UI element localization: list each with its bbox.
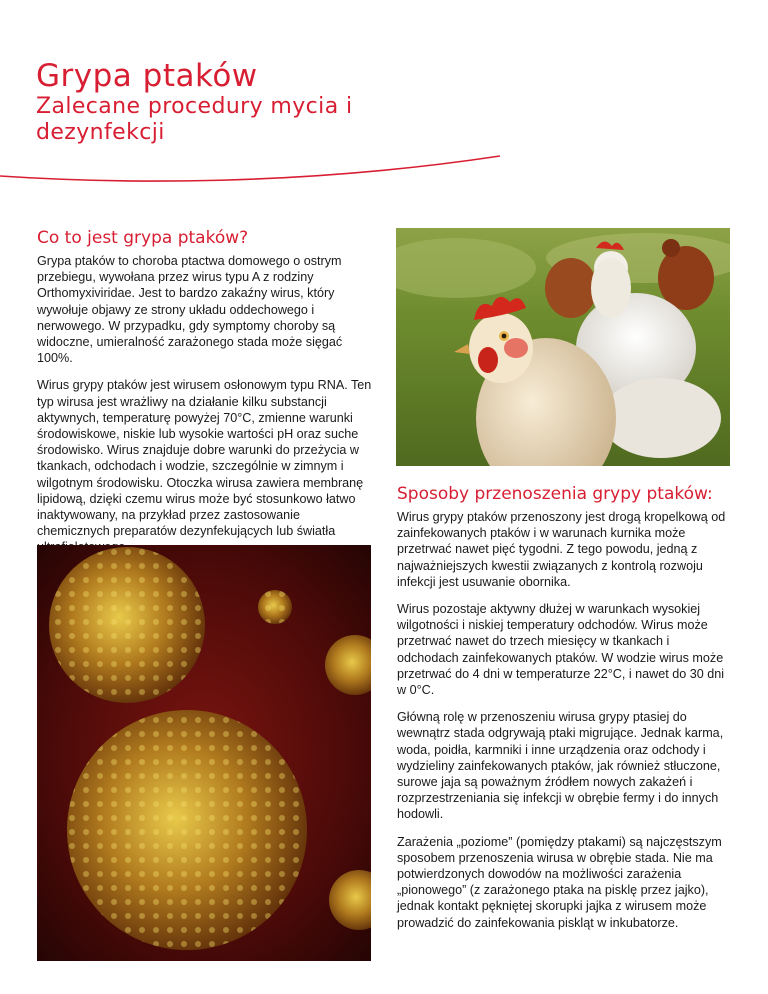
page-title: Grypa ptaków: [36, 58, 258, 94]
section-heading-transmission: Sposoby przenoszenia grypy ptaków:: [397, 484, 713, 504]
paragraph: Wirus pozostaje aktywny dłużej w warunkach wysokiej wilgotności i niskiej temperatury odchodów. Wirus może przetrwać nawet do trzech miesięcy w tkankach i odchodach zainfekowanych ptaków. W wodzie wirus może przetrwać do 4 dni w temperaturze 22°C, i nawet do 30 dni w 0°C.: [397, 602, 725, 698]
paragraph: Zarażenia „poziome” (pomiędzy ptakami) są najczęstszym sposobem przenoszenia wirusa w obrębie stada. Nie ma potwierdzonych dowodów na możliwości zarażenia „pionowego” (z zarażonego ptaka na pisklę przez jajko), jednak kontakt pękniętej skorupki jajka z wirusem może prowadzić do zainfekowania piskląt w inkubatorze.: [397, 834, 722, 930]
page-subtitle: Zalecane procedury mycia i dezynfekcji: [36, 94, 353, 145]
section-transmission-body: [397, 509, 731, 942]
paragraph: Wirus grypy ptaków jest wirusem osłonowym typu RNA. Ten typ wirusa jest wrażliwy na działanie kilku substancji aktywnych, temperaturę powyżej 70°C, zmienne warunki środowiskowe, niskie lub wysokie wartości pH oraz suche środowisko. Wirus znajduje dobre warunki do przeżycia w tkankach, odchodach i wodzie, szczególnie w zimnym i wilgotnym środowisku. Otoczka wirusa zawiera membranę lipidową, dzięki czemu wirus może być stosunkowo łatwo inaktywowany, na przykład przez zastosowanie chemicznych preparatów dezynfekujących lub światła: [37, 378, 372, 539]
virus-illustration: [37, 545, 371, 961]
decorative-swoosh: [0, 150, 768, 190]
section-what-is-body: [37, 253, 373, 567]
chickens-photo: [396, 228, 730, 466]
paragraph: Główną rolę w przenoszeniu wirusa grypy ptasiej do wewnątrz stada odgrywają ptaki migrujące. Jednak karma, woda, poidła, karmniki i inne urządzenia oraz odchody i wydzieliny zainfekowanych ptaków, jak również stłuczone, surowe jaja są poważnym źródłem nowych zakażeń i rozprzestrzeniania się infekcji w obrębie fermy i do innych hodowli.: [397, 710, 724, 822]
section-heading-what-is: Co to jest grypa ptaków?: [37, 228, 249, 248]
paragraph: Wirus grypy ptaków przenoszony jest drogą kropelkową od zainfekowanych ptaków i w warunach kurnika może przetrwać nawet pięć tygodni. Z tego powodu, jedną z najważniejszych kwestii związanych z kontrolą rozwoju infekcji jest usuwanie obornika.: [397, 510, 726, 589]
paragraph: Grypa ptaków to choroba ptactwa domowego o ostrym przebiegu, wywołana przez wirus typu A z rodziny Orthomyxiviridae. Jest to bardzo zakaźny wirus, który wywołuje objawy ze strony układu oddechowego i nerwowego. W przypadku, gdy symptomy choroby są widoczne, umieralność zarażonego stada może sięgać 100%.: [37, 254, 343, 366]
